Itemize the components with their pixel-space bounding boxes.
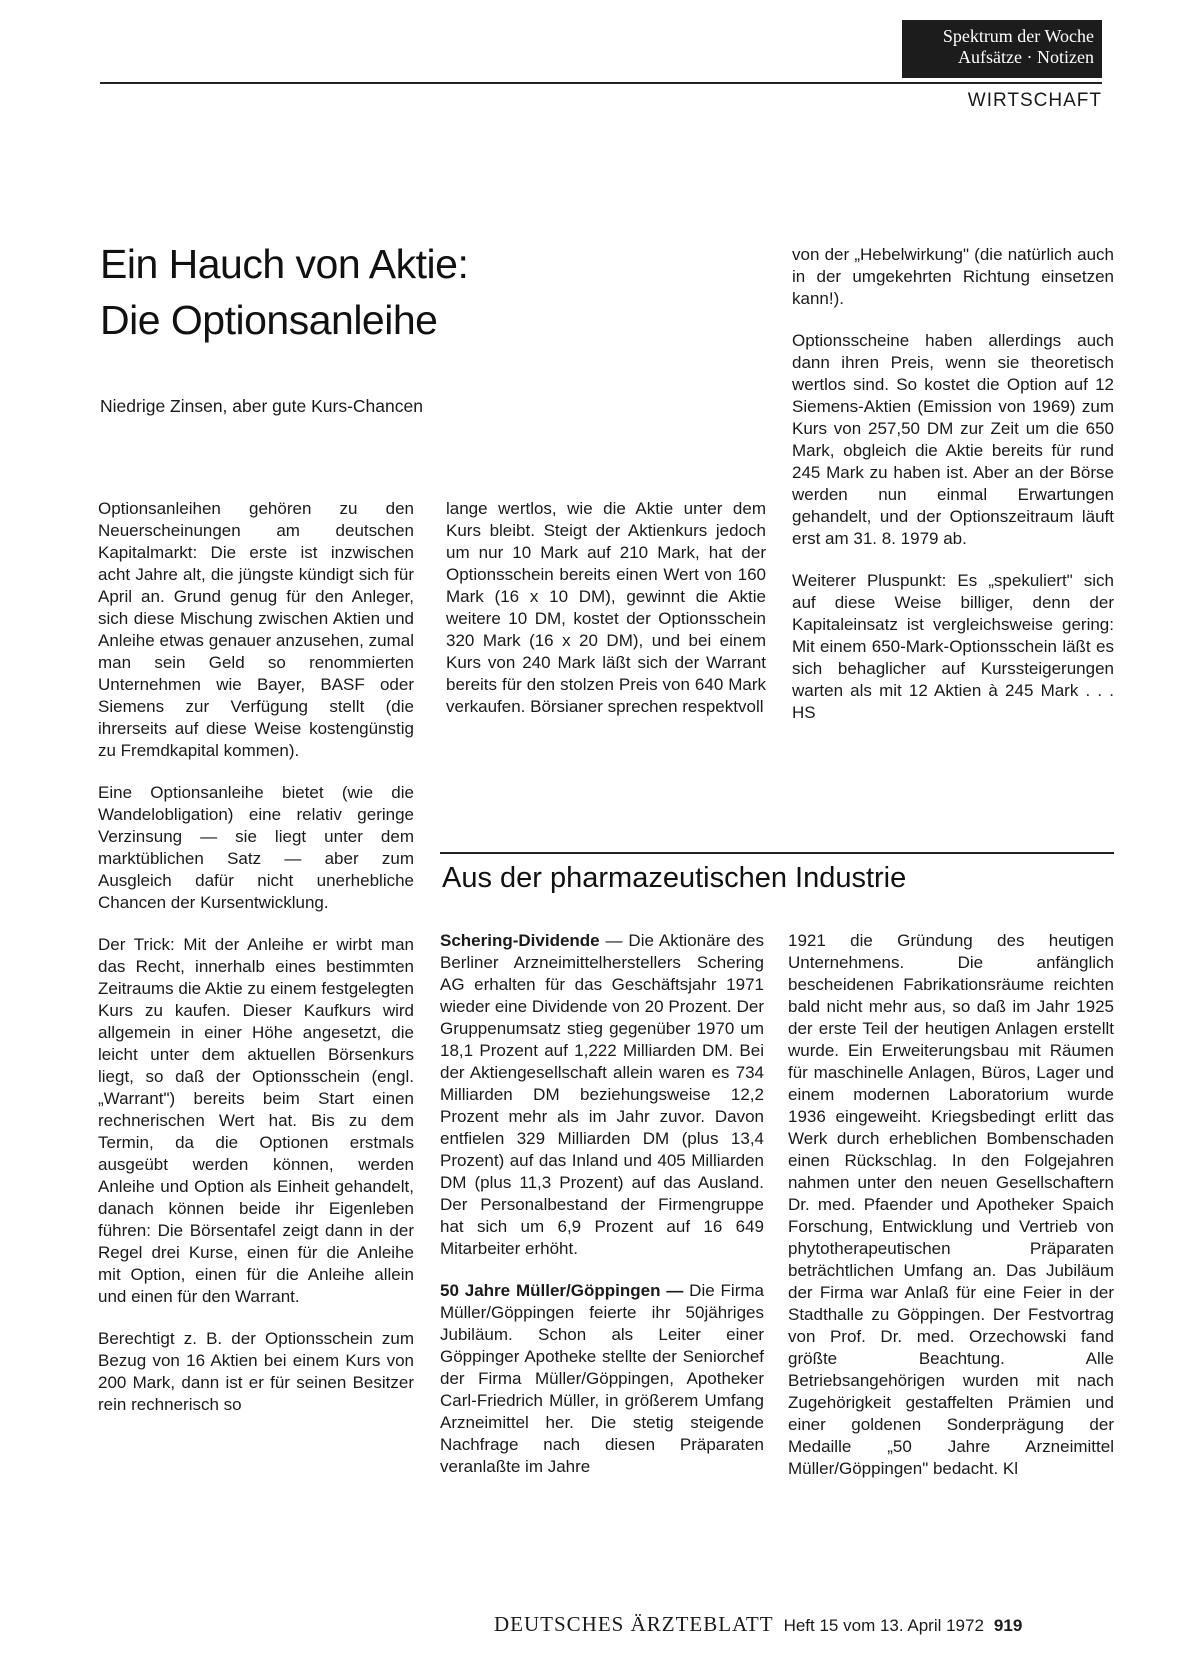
article-title-line2: Die Optionsanleihe (100, 297, 438, 343)
article-column-2 (446, 498, 766, 718)
page-footer (494, 1612, 1022, 1637)
header-rule (100, 82, 1102, 84)
pharma-column-2 (788, 930, 1114, 1480)
issue-info: Heft 15 vom 13. April 1972 (783, 1616, 984, 1635)
paragraph: Optionsanleihen gehören zu den Neuerscheinungen am deutschen Kapitalmarkt: Die erste ist inzwischen acht Jahre alt, die jüngste kündigt sich für April an. Grund genug für den Anleger, sich diese Mischung zwischen Aktien und Anleihe etwas genauer anzusehen, zumal man sein Geld so renommierten Unternehmen wie Bayer, BASF oder Siemens zur Verfügung stellt (die ihrerseits auf diese Weise kostengünstig zu Fremdkapital kommen). (98, 499, 414, 760)
news-item-continued: 1921 die Gründung des heutigen Unternehmens. Die anfänglich bescheidenen Fabrikationsräume reichten bald nicht mehr aus, so daß im Jahr 1925 der erste Teil der heutigen Anlagen erstellt wurde. Ein Erweiterungsbau mit Räumen für maschinelle Anlagen, Büros, Lager und einem modernen Laboratorium wurde 1936 eingeweiht. Kriegsbedingt erlitt das Werk durch erheblichen Bombenschaden einen Rückschlag. In den Folgejahren nahmen unter den neuen Gesellschaftern Dr. med. Pfaender und Apotheker Spaich Forschung, Entwicklung und Vertrieb von phytotherapeutischen Präparaten beträchtlichen Umfang an. Das Jubiläum der Firma war Anlaß für eine Feier in der Stadthalle zu Göppingen. Der Festvortrag von Prof. Dr. med. Orzechowski fand größte Beachtung. Alle Betriebsangehörigen wurden mit nach Zugehörigkeit gestaffelten Prämien und einer goldenen Sonderprägung der Medaille „50 Jahre Arzneimittel Müller/Göppingen" bedacht. Kl (788, 931, 1114, 1478)
section-tag-line2: Aufsätze · Notizen (958, 47, 1094, 67)
journal-masthead: DEUTSCHES ÄRZTEBLATT (494, 1612, 774, 1636)
article-column-3 (792, 244, 1114, 724)
article-title (100, 236, 468, 348)
article-title-line1: Ein Hauch von Aktie: (100, 241, 469, 287)
news-item-heading: 50 Jahre Müller/Göppingen — (440, 1281, 684, 1300)
paragraph: Der Trick: Mit der Anleihe er wirbt man das Recht, innerhalb eines bestimmten Zeitraums die Aktie zu einem festgelegten Kurs zu kaufen. Dieser Kaufkurs wird allgemein in einer Höhe angesetzt, die leicht unter dem aktuellen Börsenkurs liegt, so daß der Optionsschein (engl. „Warrant") bereits beim Start einen rechnerischen Wert hat. Bis zu dem Termin, da die Optionen erstmals ausgeübt werden können, werden Anleihe und Option als Einheit gehandelt, danach können beide ihr Eigenleben führen: Die Börsentafel zeigt dann in der Regel drei Kurse, einen für die Anleihe mit Option, einen für die Anleihe allein und einen für den Warrant. (98, 935, 414, 1306)
article-column-1 (98, 498, 414, 1416)
paragraph: Eine Optionsanleihe bietet (wie die Wandelobligation) eine relativ geringe Verzinsung — sie liegt unter dem marktüblichen Satz — aber zum Ausgleich dafür nicht unerhebliche Chancen der Kursentwicklung. (98, 783, 414, 912)
article-subtitle: Niedrige Zinsen, aber gute Kurs-Chancen (100, 396, 423, 416)
paragraph: von der „Hebelwirkung" (die natürlich auch in der umgekehrten Richtung einsetzen kann!). (792, 245, 1114, 308)
pharma-column-1 (440, 930, 764, 1478)
section-tag-line1: Spektrum der Woche (942, 26, 1094, 46)
news-item-body: Die Firma Müller/Göppingen feierte ihr 50jähriges Jubiläum. Schon als Leiter einer Göppinger Apotheke stellte der Seniorchef der Firma Müller/Göppingen, Apotheker Carl-Friedrich Müller, in größerem Umfang Arzneimittel her. Die stetig steigende Nachfrage nach diesen Präparaten veranlaßte im Jahre (440, 1281, 764, 1476)
pharma-title: Aus der pharmazeutischen Industrie (442, 862, 907, 894)
paragraph: Optionsscheine haben allerdings auch dann ihren Preis, wenn sie theoretisch wertlos sind. So kostet die Option auf 12 Siemens-Aktien (Emission von 1969) zum Kurs von 257,50 DM zur Zeit um die 650 Mark, obgleich die Aktie bereits für rund 245 Mark zu haben ist. Aber an der Börse werden nun einmal Erwartungen gehandelt, und der Optionszeitraum läuft erst am 31. 8. 1979 ab. (792, 331, 1114, 548)
news-item-heading: Schering-Dividende (440, 931, 600, 950)
news-item (440, 1280, 764, 1478)
paragraph: lange wertlos, wie die Aktie unter dem Kurs bleibt. Steigt der Aktienkurs jedoch um nur 10 Mark auf 210 Mark, hat der Optionsschein bereits einen Wert von 160 Mark (16 x 10 DM), gewinnt die Aktie weitere 10 DM, kostet der Optionsschein 320 Mark (16 x 20 DM), und bei einem Kurs von 240 Mark läßt sich der Warrant bereits für den stolzen Preis von 640 Mark verkaufen. Börsianer sprechen respektvoll (446, 499, 766, 716)
news-item (440, 930, 764, 1260)
paragraph: Weiterer Pluspunkt: Es „spekuliert" sich auf diese Weise billiger, denn der Kapitaleinsatz ist vergleichsweise gering: Mit einem 650-Mark-Optionsschein läßt es sich behaglicher auf Kurssteigerungen warten als mit 12 Aktien à 245 Mark . . . HS (792, 571, 1114, 722)
pharma-rule (440, 852, 1114, 854)
page-number: 919 (993, 1616, 1023, 1635)
section-label: WIRTSCHAFT (967, 90, 1102, 111)
section-tag (902, 20, 1102, 78)
news-item-body: — Die Aktionäre des Berliner Arzneimittelherstellers Schering AG erhalten für das Geschäftsjahr 1971 wieder eine Dividende von 20 Prozent. Der Gruppenumsatz stieg gegenüber 1970 um 18,1 Prozent auf 1,222 Milliarden DM. Bei der Aktiengesellschaft allein waren es 734 Milliarden DM beziehungsweise 12,2 Prozent mehr als im Jahr zuvor. Davon entfielen 329 Milliarden DM (plus 13,4 Prozent) auf das Inland und 405 Milliarden DM (plus 11,3 Prozent) auf das Ausland. Der Personalbestand der Firmengruppe hat sich um 6,9 Prozent auf 16 649 Mitarbeiter erhöht. (440, 931, 764, 1258)
paragraph: Berechtigt z. B. der Optionsschein zum Bezug von 16 Aktien bei einem Kurs von 200 Mark, dann ist er für seinen Besitzer rein rechnerisch so (98, 1329, 414, 1414)
